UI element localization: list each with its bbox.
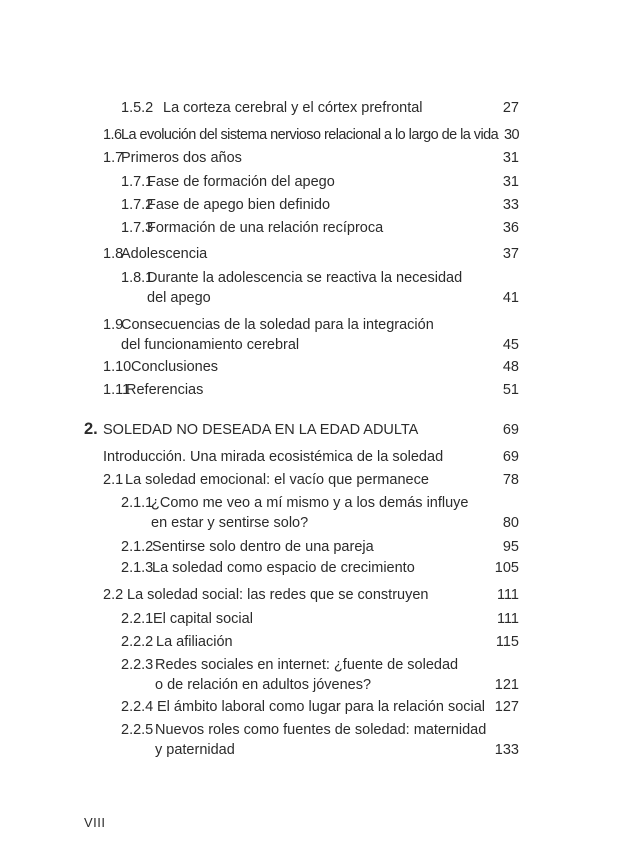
toc-entry-title: Primeros dos años [121,150,242,166]
toc-entry-title: Referencias [126,382,204,398]
toc-entry-page-number: 133 [494,742,519,758]
toc-entry-number: 1.7.3 [121,220,154,236]
toc-entry-number: 1.5.2 [121,100,154,116]
toc-entry-title: Sentirse solo dentro de una pareja [152,539,374,555]
toc-entry-number: 2.2.5 [121,722,154,738]
toc-entry-number: 1.10 [103,359,132,375]
toc-entry-page-number: 31 [502,150,519,166]
toc-entry-title: del apego [147,290,211,306]
toc-entry-title: Redes sociales en internet: ¿fuente de soledad [155,657,459,673]
page-folio: VIII [84,815,106,830]
toc-entry-page-number: 27 [502,100,519,116]
toc-entry-title: La evolución del sistema nervioso relacional a lo largo de la vida [121,127,499,143]
toc-entry-title: El ámbito laboral como lugar para la relación social [157,699,486,715]
toc-entry-title: La soledad emocional: el vacío que permanece [125,472,429,488]
toc-entry-number: 1.11 [103,382,131,398]
toc-entry-page-number: 69 [502,449,519,465]
toc-entry-number: 2.1.1 [121,495,154,511]
toc-entry-number: 1.9 [103,317,124,333]
toc-entry-title: Fase de apego bien definido [147,197,331,213]
toc-entry-page-number: 48 [502,359,519,375]
toc-entry-number: 2.1 [103,472,124,488]
toc-entry-number: 1.8.1 [121,270,154,286]
toc-entry-title: o de relación en adultos jóvenes? [155,677,372,693]
toc-entry-number: 1.7.2 [121,197,154,213]
toc-entry-title: Consecuencias de la soledad para la integración [121,317,434,333]
toc-entry-title: El capital social [153,611,253,627]
toc-entry-number: 2.2 [103,587,124,603]
toc-entry-page-number: 78 [502,472,519,488]
toc-entry-number: 1.7 [103,150,124,166]
toc-entry-title: del funcionamiento cerebral [121,337,300,353]
toc-entry-number: 2.1.2 [121,539,154,555]
toc-entry-title: Durante la adolescencia se reactiva la necesidad [147,270,463,286]
toc-entry-title: ¿Como me veo a mí mismo y a los demás influye [151,495,469,511]
toc-entry-page-number: 69 [502,422,519,438]
toc-entry-title: La afiliación [156,634,233,650]
toc-entry-page-number: 121 [494,677,519,693]
toc-entry-number: 2.2.3 [121,657,154,673]
toc-entry-number: 2.2.4 [121,699,154,715]
toc-entry-number: 2.1.3 [121,560,154,576]
toc-entry-page-number: 127 [494,699,519,715]
toc-entry-title: Introducción. Una mirada ecosistémica de la soledad [103,449,444,465]
toc-entry-number: 1.6 [103,127,122,143]
toc-entry-number: 2.2.2 [121,634,154,650]
toc-entry-number: 1.7.1 [121,174,154,190]
toc-entry-number: 2.2.1 [121,611,154,627]
toc-entry-page-number: 31 [502,174,519,190]
toc-entry-page-number: 30 [503,127,519,143]
toc-entry-page-number: 115 [495,634,519,650]
toc-entry-page-number: 33 [502,197,519,213]
toc-entry-title: La soledad social: las redes que se construyen [127,587,429,603]
toc-entry-page-number: 105 [494,560,519,576]
toc-entry-title: Formación de una relación recíproca [147,220,384,236]
toc-entry-title: Adolescencia [121,246,208,262]
toc-entry-page-number: 111 [496,587,519,603]
toc-entry-title: Nuevos roles como fuentes de soledad: maternidad [155,722,487,738]
toc-entry-title: La corteza cerebral y el córtex prefrontal [163,100,423,116]
toc-entry-page-number: 111 [496,611,519,627]
toc-entry-title: La soledad como espacio de crecimiento [152,560,415,576]
toc-entry-page-number: 37 [502,246,519,262]
toc-entry-title: SOLEDAD NO DESEADA EN LA EDAD ADULTA [103,422,419,438]
toc-entry-page-number: 41 [502,290,519,306]
toc-entry-title: Fase de formación del apego [147,174,335,190]
toc-entry-title: en estar y sentirse solo? [151,515,309,531]
toc-entry-title: y paternidad [155,742,235,758]
toc-entry-page-number: 51 [502,382,519,398]
toc-entry-title: Conclusiones [131,359,219,375]
toc-entry-number: 1.8 [103,246,124,262]
toc-entry-page-number: 45 [502,337,519,353]
toc-entry-number: 2. [84,420,98,438]
toc-entry-page-number: 36 [502,220,519,236]
toc-entry-page-number: 95 [502,539,519,555]
toc-entry-page-number: 80 [502,515,519,531]
